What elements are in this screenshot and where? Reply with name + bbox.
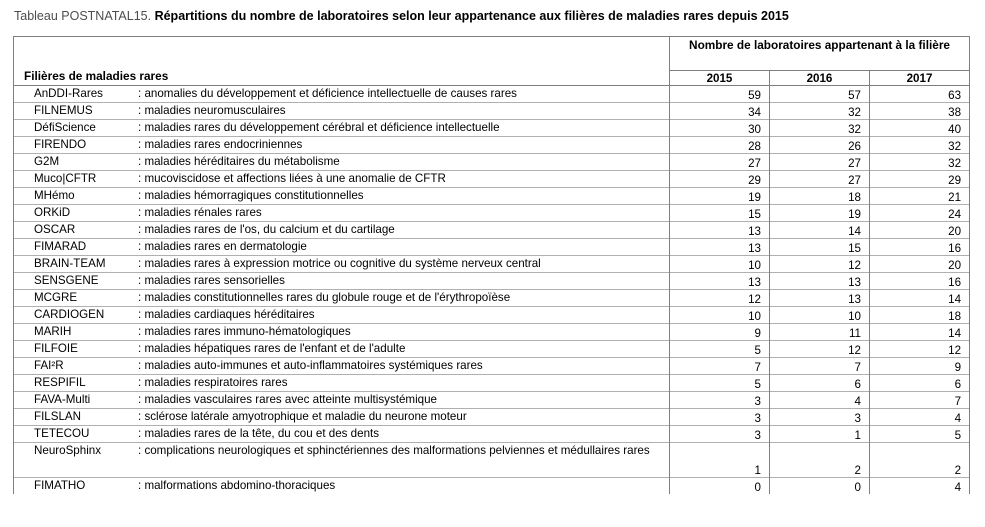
filiere-description: : maladies constitutionnelles rares du globule rouge et de l'érythropoïèse <box>138 291 511 304</box>
filiere-description: : maladies rares immuno-hématologiques <box>138 325 351 338</box>
value-2016: 4 <box>770 392 870 409</box>
value-2015: 19 <box>670 188 770 205</box>
value-2017: 40 <box>870 120 970 137</box>
year-header-2017: 2017 <box>870 71 970 86</box>
value-2017: 6 <box>870 375 970 392</box>
value-2015: 13 <box>670 222 770 239</box>
value-2015: 0 <box>670 478 770 495</box>
filiere-name: SENSGENE <box>34 274 99 287</box>
value-2015: 9 <box>670 324 770 341</box>
value-2017: 12 <box>870 341 970 358</box>
filiere-name: DéfiScience <box>34 121 96 134</box>
table-row <box>14 273 970 290</box>
table-row <box>14 324 970 341</box>
filiere-name: ORKiD <box>34 206 71 219</box>
filiere-name: FILSLAN <box>34 410 82 423</box>
value-2016: 26 <box>770 137 870 154</box>
value-2016: 6 <box>770 375 870 392</box>
filiere-name: FIMARAD <box>34 240 87 253</box>
filiere-cell <box>14 137 670 154</box>
table-row <box>14 86 970 103</box>
value-2016: 15 <box>770 239 870 256</box>
value-2017: 5 <box>870 426 970 443</box>
filiere-name: RESPIFIL <box>34 376 86 389</box>
filiere-cell <box>14 86 670 103</box>
filiere-cell <box>14 256 670 273</box>
value-2016: 13 <box>770 290 870 307</box>
table-row <box>14 392 970 409</box>
value-2017: 38 <box>870 103 970 120</box>
value-2015: 5 <box>670 375 770 392</box>
filiere-cell <box>14 273 670 290</box>
table-row <box>14 375 970 392</box>
filiere-cell <box>14 478 670 495</box>
filiere-cell <box>14 392 670 409</box>
filiere-description: : maladies rares sensorielles <box>138 274 285 287</box>
filiere-cell <box>14 188 670 205</box>
filiere-description: : maladies héréditaires du métabolisme <box>138 155 340 168</box>
value-2015: 3 <box>670 392 770 409</box>
filiere-name: Muco|CFTR <box>34 172 97 185</box>
filieres-table <box>13 36 970 494</box>
value-2015: 10 <box>670 256 770 273</box>
filiere-cell <box>14 171 670 188</box>
filiere-cell <box>14 239 670 256</box>
filiere-name: MCGRE <box>34 291 78 304</box>
filiere-cell <box>14 443 670 478</box>
filiere-cell <box>14 205 670 222</box>
filiere-description: : maladies rares à expression motrice ou cognitive du système nerveux central <box>138 257 541 270</box>
value-2017: 9 <box>870 358 970 375</box>
value-2016: 2 <box>770 443 870 478</box>
filiere-description: : maladies hépatiques rares de l'enfant et de l'adulte <box>138 342 406 355</box>
value-2017: 21 <box>870 188 970 205</box>
value-2015: 28 <box>670 137 770 154</box>
filiere-description: : maladies neuromusculaires <box>138 104 286 117</box>
filiere-description: : maladies auto-immunes et auto-inflammatoires systémiques rares <box>138 359 483 372</box>
filiere-name: BRAIN-TEAM <box>34 257 106 270</box>
table-row <box>14 358 970 375</box>
filiere-name: FIMATHO <box>34 479 86 492</box>
filiere-description: : maladies rénales rares <box>138 206 262 219</box>
value-2017: 18 <box>870 307 970 324</box>
filiere-description: : sclérose latérale amyotrophique et maladie du neurone moteur <box>138 410 467 423</box>
table-row <box>14 426 970 443</box>
table-row <box>14 137 970 154</box>
filiere-cell <box>14 358 670 375</box>
value-2017: 14 <box>870 324 970 341</box>
value-2015: 34 <box>670 103 770 120</box>
filiere-cell <box>14 324 670 341</box>
table-title-text: Répartitions du nombre de laboratoires selon leur appartenance aux filières de maladies rares depuis 2015 <box>151 9 789 23</box>
table-row <box>14 103 970 120</box>
value-2016: 1 <box>770 426 870 443</box>
table-row <box>14 443 970 478</box>
filiere-description: : complications neurologiques et sphinctériennes des malformations pelviennes et médullaires rares <box>138 444 650 457</box>
filiere-description: : maladies rares endocriniennes <box>138 138 303 151</box>
table-row <box>14 154 970 171</box>
filiere-description: : maladies rares de la tête, du cou et des dents <box>138 427 380 440</box>
filiere-description: : mucoviscidose et affections liées à une anomalie de CFTR <box>138 172 446 185</box>
table-row <box>14 171 970 188</box>
filiere-name: OSCAR <box>34 223 76 236</box>
table-row <box>14 341 970 358</box>
value-2016: 0 <box>770 478 870 495</box>
value-2017: 16 <box>870 239 970 256</box>
value-2015: 59 <box>670 86 770 103</box>
table-row <box>14 222 970 239</box>
value-2016: 19 <box>770 205 870 222</box>
filiere-description: : maladies rares du développement cérébral et déficience intellectuelle <box>138 121 500 134</box>
value-2016: 3 <box>770 409 870 426</box>
value-2016: 11 <box>770 324 870 341</box>
table-row <box>14 205 970 222</box>
filiere-cell <box>14 409 670 426</box>
filiere-name: AnDDI-Rares <box>34 87 103 100</box>
value-2017: 24 <box>870 205 970 222</box>
value-2016: 32 <box>770 120 870 137</box>
value-2015: 13 <box>670 273 770 290</box>
filiere-name: FIRENDO <box>34 138 87 151</box>
filiere-name: FILNEMUS <box>34 104 93 117</box>
filiere-description: : maladies hémorragiques constitutionnelles <box>138 189 364 202</box>
value-2015: 7 <box>670 358 770 375</box>
group-header-nombre-laboratoires: Nombre de laboratoires appartenant à la filière <box>670 37 970 71</box>
filiere-name: MARIH <box>34 325 72 338</box>
filiere-description: : anomalies du développement et déficience intellectuelle de causes rares <box>138 87 517 100</box>
table-row <box>14 188 970 205</box>
value-2017: 29 <box>870 171 970 188</box>
filiere-cell <box>14 375 670 392</box>
value-2016: 10 <box>770 307 870 324</box>
value-2017: 4 <box>870 478 970 495</box>
value-2016: 27 <box>770 171 870 188</box>
filiere-cell <box>14 290 670 307</box>
filiere-name: FILFOIE <box>34 342 78 355</box>
filiere-cell <box>14 120 670 137</box>
table-row <box>14 478 970 495</box>
value-2017: 14 <box>870 290 970 307</box>
filiere-name: G2M <box>34 155 60 168</box>
filiere-cell <box>14 222 670 239</box>
value-2015: 10 <box>670 307 770 324</box>
table-row <box>14 307 970 324</box>
value-2016: 12 <box>770 256 870 273</box>
table-row <box>14 120 970 137</box>
value-2017: 2 <box>870 443 970 478</box>
value-2015: 30 <box>670 120 770 137</box>
table-row <box>14 256 970 273</box>
value-2015: 5 <box>670 341 770 358</box>
value-2017: 16 <box>870 273 970 290</box>
filiere-name: NeuroSphinx <box>34 444 102 457</box>
filiere-description: : maladies respiratoires rares <box>138 376 288 389</box>
value-2015: 13 <box>670 239 770 256</box>
value-2015: 3 <box>670 426 770 443</box>
value-2015: 3 <box>670 409 770 426</box>
value-2016: 18 <box>770 188 870 205</box>
filiere-description: : malformations abdomino-thoraciques <box>138 479 336 492</box>
filiere-cell <box>14 426 670 443</box>
filiere-name: CARDIOGEN <box>34 308 105 321</box>
filiere-name: TETECOU <box>34 427 90 440</box>
value-2015: 1 <box>670 443 770 478</box>
value-2017: 32 <box>870 154 970 171</box>
row-header-filieres: Filières de maladies rares <box>14 37 670 86</box>
value-2015: 12 <box>670 290 770 307</box>
value-2017: 7 <box>870 392 970 409</box>
table-row <box>14 290 970 307</box>
year-header-2015: 2015 <box>670 71 770 86</box>
filiere-cell <box>14 154 670 171</box>
year-header-2016: 2016 <box>770 71 870 86</box>
table-row <box>14 239 970 256</box>
filiere-description: : maladies vasculaires rares avec atteinte multisystémique <box>138 393 437 406</box>
value-2016: 27 <box>770 154 870 171</box>
value-2016: 13 <box>770 273 870 290</box>
value-2017: 20 <box>870 256 970 273</box>
filiere-description: : maladies rares de l'os, du calcium et du cartilage <box>138 223 395 236</box>
filiere-cell <box>14 103 670 120</box>
value-2016: 7 <box>770 358 870 375</box>
filiere-name: MHémo <box>34 189 75 202</box>
table-title <box>14 9 789 23</box>
value-2017: 32 <box>870 137 970 154</box>
table-title-prefix: Tableau POSTNATAL15. <box>14 9 152 23</box>
filiere-name: FAI²R <box>34 359 64 372</box>
filiere-cell <box>14 307 670 324</box>
filiere-name: FAVA-Multi <box>34 393 91 406</box>
value-2015: 27 <box>670 154 770 171</box>
value-2017: 20 <box>870 222 970 239</box>
value-2016: 14 <box>770 222 870 239</box>
value-2016: 32 <box>770 103 870 120</box>
value-2016: 57 <box>770 86 870 103</box>
value-2016: 12 <box>770 341 870 358</box>
table-row <box>14 409 970 426</box>
value-2015: 15 <box>670 205 770 222</box>
filiere-cell <box>14 341 670 358</box>
value-2017: 4 <box>870 409 970 426</box>
value-2015: 29 <box>670 171 770 188</box>
value-2017: 63 <box>870 86 970 103</box>
filiere-description: : maladies cardiaques héréditaires <box>138 308 315 321</box>
filiere-description: : maladies rares en dermatologie <box>138 240 307 253</box>
